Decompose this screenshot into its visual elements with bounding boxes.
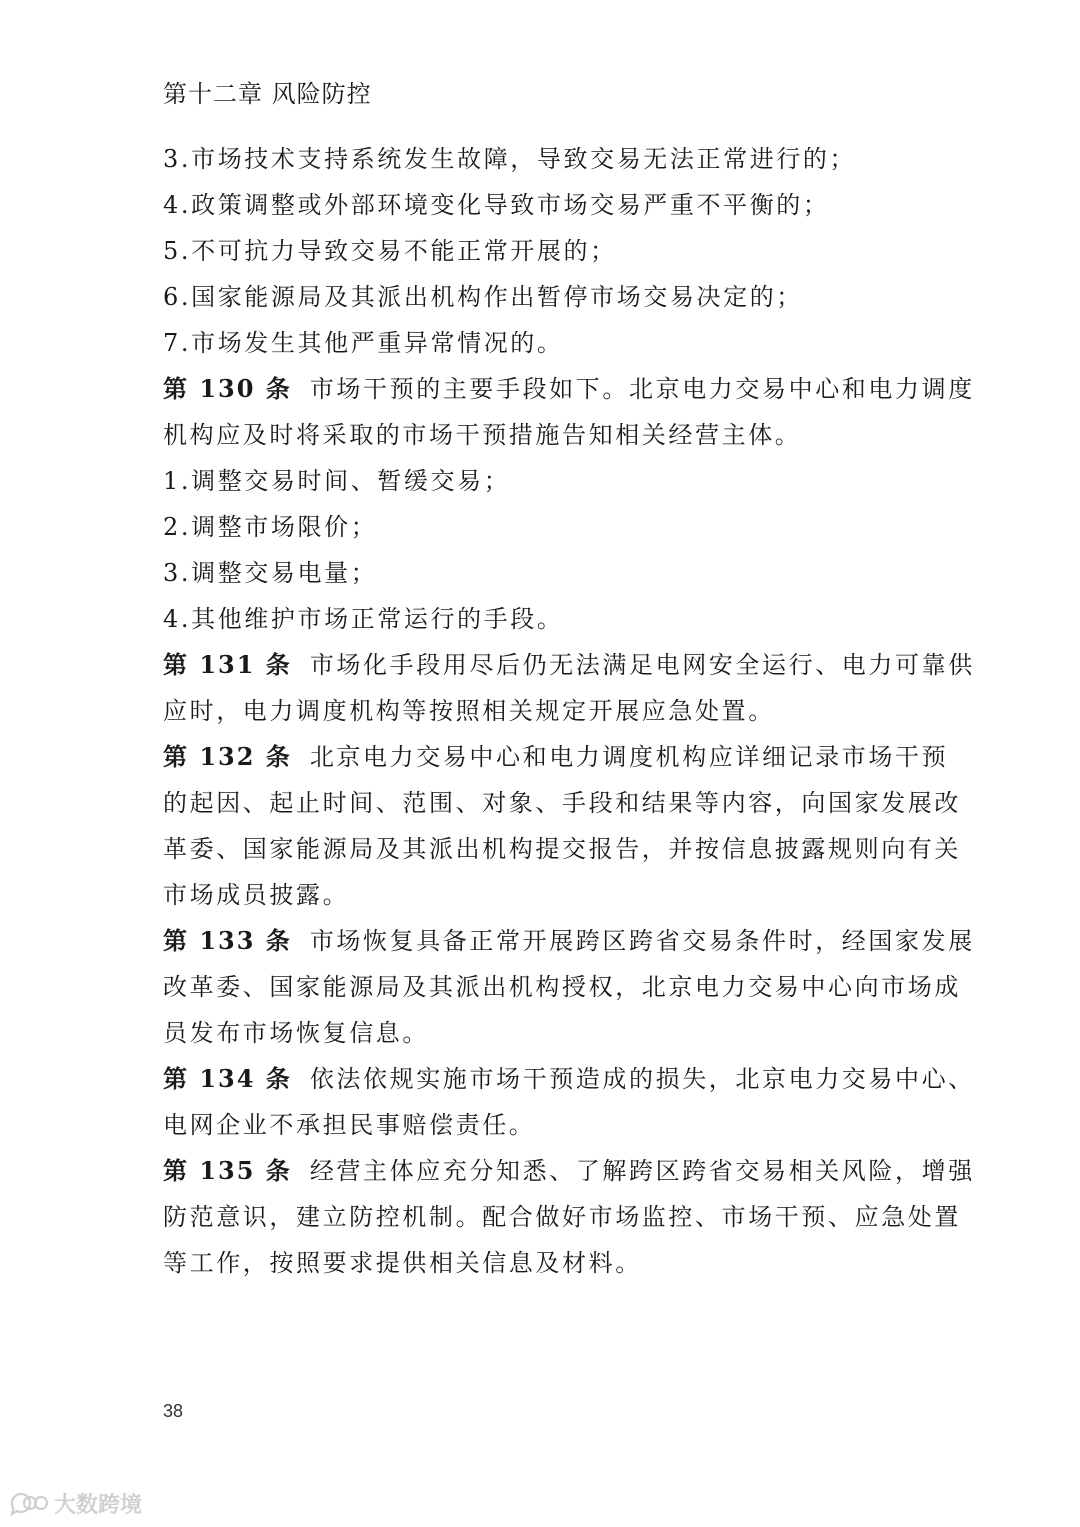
list-item [163,136,923,182]
paragraph-line [163,1010,923,1056]
article-133-line [163,918,975,964]
article-130-line [163,366,975,412]
list-item [163,182,923,228]
line-text: 机构应及时将采取的市场干预措施告知相关经营主体。 [163,421,802,449]
line-text: 7.市场发生其他严重异常情况的。 [163,329,564,357]
article-number: 第 132 条 [163,742,292,771]
page-number: 38 [163,1401,184,1421]
line-text: 5.不可抗力导致交易不能正常开展的； [163,237,617,265]
line-text: 市场成员披露。 [163,881,350,909]
article-number: 第 131 条 [163,650,292,679]
list-item [163,596,923,642]
paragraph-line [163,780,961,826]
chapter-header: 第十二章 风险防控 [163,80,372,108]
line-text: 的起因、起止时间、范围、对象、手段和结果等内容，向国家发展改 [163,789,961,817]
line-text: 经营主体应充分知悉、了解跨区跨省交易相关风险，增强 [309,1157,975,1185]
line-text: 市场干预的主要手段如下。北京电力交易中心和电力调度 [309,375,975,403]
line-text: 市场化手段用尽后仍无法满足电网安全运行、电力可靠供 [309,651,975,679]
list-item [163,504,923,550]
paragraph-line [163,688,923,734]
line-text: 应时，电力调度机构等按照相关规定开展应急处置。 [163,697,775,725]
line-text: 革委、国家能源局及其派出机构提交报告，并按信息披露规则向有关 [163,835,961,863]
line-text: 4.其他维护市场正常运行的手段。 [163,605,564,633]
line-text: 改革委、国家能源局及其派出机构授权，北京电力交易中心向市场成 [163,973,961,1001]
line-text: 6.国家能源局及其派出机构作出暂停市场交易决定的； [163,283,803,311]
paragraph-line [163,872,923,918]
list-item [163,458,923,504]
article-132-line [163,734,949,780]
list-item [163,320,923,366]
line-text: 防范意识，建立防控机制。配合做好市场监控、市场干预、应急处置 [163,1203,961,1231]
article-134-line [163,1056,975,1102]
paragraph-line [163,1240,923,1286]
article-135-line [163,1148,975,1194]
line-text: 员发布市场恢复信息。 [163,1019,429,1047]
list-item [163,228,923,274]
paragraph-line [163,1102,923,1148]
body-text [163,136,975,1286]
list-item [163,274,923,320]
paragraph-line [163,964,961,1010]
line-text: 市场恢复具备正常开展跨区跨省交易条件时，经国家发展 [309,927,975,955]
paragraph-line [163,826,961,872]
watermark-text: 大数跨境 [54,1492,143,1518]
line-text: 电网企业不承担民事赔偿责任。 [163,1111,536,1139]
article-131-line [163,642,975,688]
line-text: 北京电力交易中心和电力调度机构应详细记录市场干预 [309,743,949,771]
line-text: 1.调整交易时间、暂缓交易； [163,467,511,495]
article-number: 第 135 条 [163,1156,292,1185]
line-text: 2.调整市场限价； [163,513,378,541]
article-number: 第 134 条 [163,1064,292,1093]
chat-bubble-logo-icon [8,1490,48,1516]
line-text: 4.政策调整或外部环境变化导致市场交易严重不平衡的； [163,191,830,219]
paragraph-line [163,1194,961,1240]
line-text: 等工作，按照要求提供相关信息及材料。 [163,1249,642,1277]
list-item [163,550,923,596]
line-text: 3.市场技术支持系统发生故障，导致交易无法正常进行的； [163,145,857,173]
watermark [8,1488,142,1518]
paragraph-line [163,412,923,458]
article-number: 第 133 条 [163,926,292,955]
line-text: 3.调整交易电量； [163,559,378,587]
article-number: 第 130 条 [163,374,292,403]
line-text: 依法依规实施市场干预造成的损失，北京电力交易中心、 [309,1065,975,1093]
